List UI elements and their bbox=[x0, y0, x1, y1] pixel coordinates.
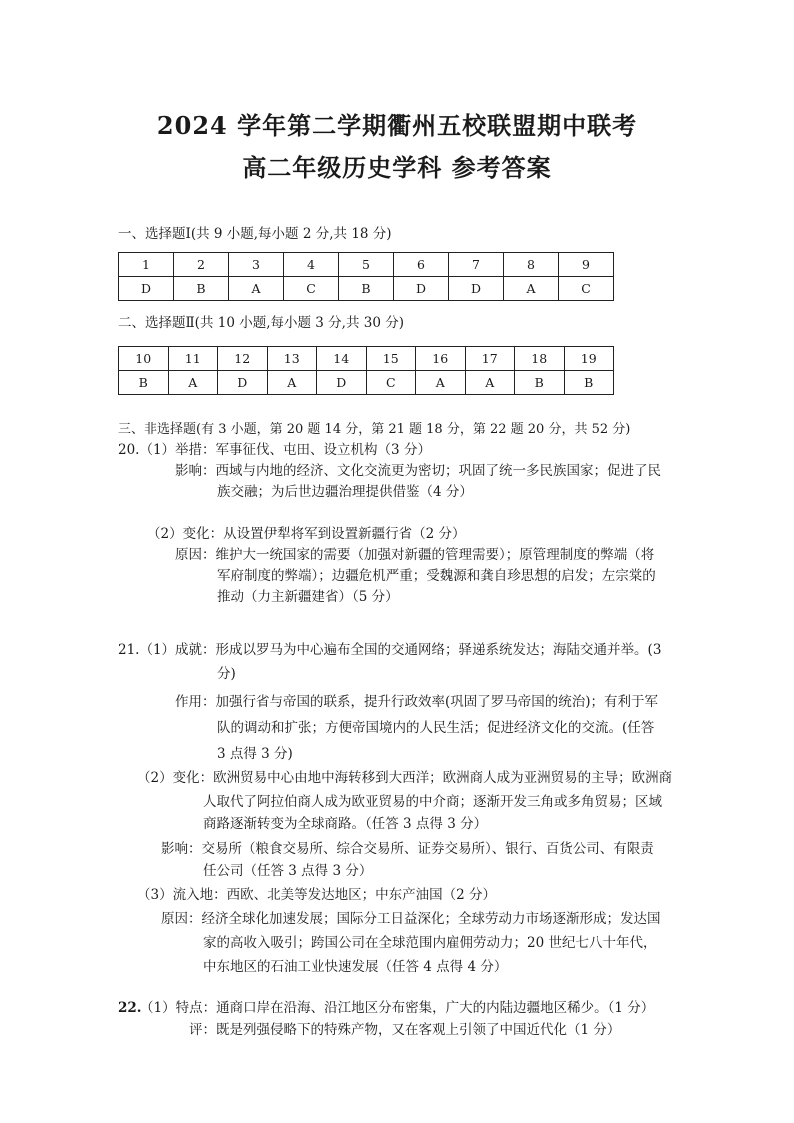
answer-cell: C bbox=[559, 277, 614, 301]
answer-table-1-numbers bbox=[119, 253, 614, 277]
q21-line: 商路逐渐转变为全球商路。（任答 3 点得 3 分） bbox=[203, 816, 488, 832]
answer-cell: B bbox=[515, 371, 565, 395]
answer-cell: B bbox=[174, 277, 229, 301]
question-number: 15 bbox=[366, 347, 416, 371]
answer-cell: A bbox=[416, 371, 466, 395]
exam-subtitle: 高二年级历史学科 参考答案 bbox=[242, 153, 552, 182]
answer-cell: C bbox=[366, 371, 416, 395]
question-number: 16 bbox=[416, 347, 466, 371]
question-number: 19 bbox=[564, 347, 614, 371]
question-number: 4 bbox=[284, 253, 339, 277]
answer-cell: A bbox=[168, 371, 218, 395]
answer-cell: D bbox=[119, 277, 174, 301]
answer-cell: B bbox=[339, 277, 394, 301]
q22-line: （1）特点：通商口岸在沿海、沿江地区分布密集，广大的内陆边疆地区稀少。（1 分） bbox=[140, 1000, 655, 1016]
question-number: 13 bbox=[267, 347, 317, 371]
answer-cell: A bbox=[465, 371, 515, 395]
question-number: 18 bbox=[515, 347, 565, 371]
q21-line: 分) bbox=[217, 666, 236, 682]
answer-cell: D bbox=[317, 371, 367, 395]
question-number: 8 bbox=[504, 253, 559, 277]
q21-line: 中东地区的石油工业快速发展（任答 4 点得 4 分） bbox=[203, 959, 508, 975]
q20-line: 军府制度的弊端）；边疆危机严重；受魏源和龚自珍思想的启发；左宗棠的 bbox=[217, 568, 656, 584]
q22-line: 评：既是列强侵略下的特殊产物，又在客观上引领了中国近代化（1 分） bbox=[189, 1022, 621, 1038]
exam-title: 2024 学年第二学期衢州五校联盟期中联考 bbox=[156, 111, 638, 140]
q21-line: （2）变化：欧洲贸易中心由地中海转移到大西洋；欧洲商人成为亚洲贸易的主导；欧洲商 bbox=[137, 770, 673, 786]
answer-cell: A bbox=[229, 277, 284, 301]
question-number: 2 bbox=[174, 253, 229, 277]
q20-line: 族交融；为后世边疆治理提供借鉴（4 分） bbox=[217, 484, 473, 500]
question-number: 5 bbox=[339, 253, 394, 277]
q21-line: 任公司（任答 3 点得 3 分） bbox=[203, 863, 373, 879]
answer-cell: A bbox=[267, 371, 317, 395]
q21-line: 人取代了阿拉伯商人成为欧亚贸易的中介商；逐渐开发三角或多角贸易；区域 bbox=[203, 794, 662, 810]
q21-line: 21.（1）成就：形成以罗马为中心遍布全国的交通网络；驿递系统发达；海陆交通并举。(3 bbox=[118, 642, 662, 658]
question-number: 11 bbox=[168, 347, 218, 371]
answer-table-2-numbers bbox=[119, 347, 614, 371]
q20-line: 20.（1）举措：军事征伐、屯田、设立机构（3 分） bbox=[118, 442, 431, 458]
answer-cell: B bbox=[564, 371, 614, 395]
q21-line: 3 点得 3 分) bbox=[217, 746, 293, 762]
section3-heading: 三、非选择题(有 3 小题，第 20 题 14 分，第 21 题 18 分，第 22 题 20 分，共 52 分) bbox=[118, 422, 631, 437]
q21-line: 影响：交易所（粮食交易所、综合交易所、证券交易所）、银行、百货公司、有限责 bbox=[161, 841, 654, 857]
question-number: 9 bbox=[559, 253, 614, 277]
section1-heading: 一、选择题Ⅰ(共 9 小题,每小题 2 分,共 18 分) bbox=[118, 226, 392, 242]
answer-cell: B bbox=[119, 371, 169, 395]
q22-number: 22. bbox=[118, 1000, 142, 1016]
question-number: 10 bbox=[119, 347, 169, 371]
question-number: 14 bbox=[317, 347, 367, 371]
question-number: 3 bbox=[229, 253, 284, 277]
answer-table-2 bbox=[118, 346, 614, 395]
q21-line: 作用：加强行省与帝国的联系，提升行政效率(巩固了罗马帝国的统治)；有利于军 bbox=[175, 694, 659, 710]
q20-line: 影响：西域与内地的经济、文化交流更为密切；巩固了统一多民族国家；促进了民 bbox=[175, 463, 661, 479]
q21-line: 家的高收入吸引；跨国公司在全球范围内雇佣劳动力；20 世纪七八十年代， bbox=[203, 935, 657, 951]
section2-heading: 二、选择题Ⅱ(共 10 小题,每小题 3 分,共 30 分) bbox=[118, 315, 404, 331]
answer-cell: D bbox=[449, 277, 504, 301]
q21-line: 原因：经济全球化加速发展；国际分工日益深化；全球劳动力市场逐渐形成；发达国 bbox=[161, 911, 661, 927]
q21-line: （3）流入地：西欧、北美等发达地区；中东产油国（2 分） bbox=[137, 887, 496, 903]
answer-cell: D bbox=[394, 277, 449, 301]
question-number: 12 bbox=[218, 347, 268, 371]
answer-cell: A bbox=[504, 277, 559, 301]
answer-cell: D bbox=[218, 371, 268, 395]
question-number: 6 bbox=[394, 253, 449, 277]
q20-line: （2）变化：从设置伊犁将军到设置新疆行省（2 分） bbox=[147, 526, 466, 542]
q20-line: 推动（力主新疆建省）（5 分） bbox=[217, 589, 399, 605]
answer-table-2-answers bbox=[119, 371, 614, 395]
question-number: 1 bbox=[119, 253, 174, 277]
answer-table-1-answers bbox=[119, 277, 614, 301]
question-number: 7 bbox=[449, 253, 504, 277]
q20-line: 原因：维护大一统国家的需要（加强对新疆的管理需要）；原管理制度的弊端（将 bbox=[175, 547, 655, 563]
answer-table-1 bbox=[118, 252, 614, 301]
q21-line: 队的调动和扩张；方便帝国境内的人民生活；促进经济文化的交流。(任答 bbox=[217, 720, 655, 736]
answer-cell: C bbox=[284, 277, 339, 301]
question-number: 17 bbox=[465, 347, 515, 371]
